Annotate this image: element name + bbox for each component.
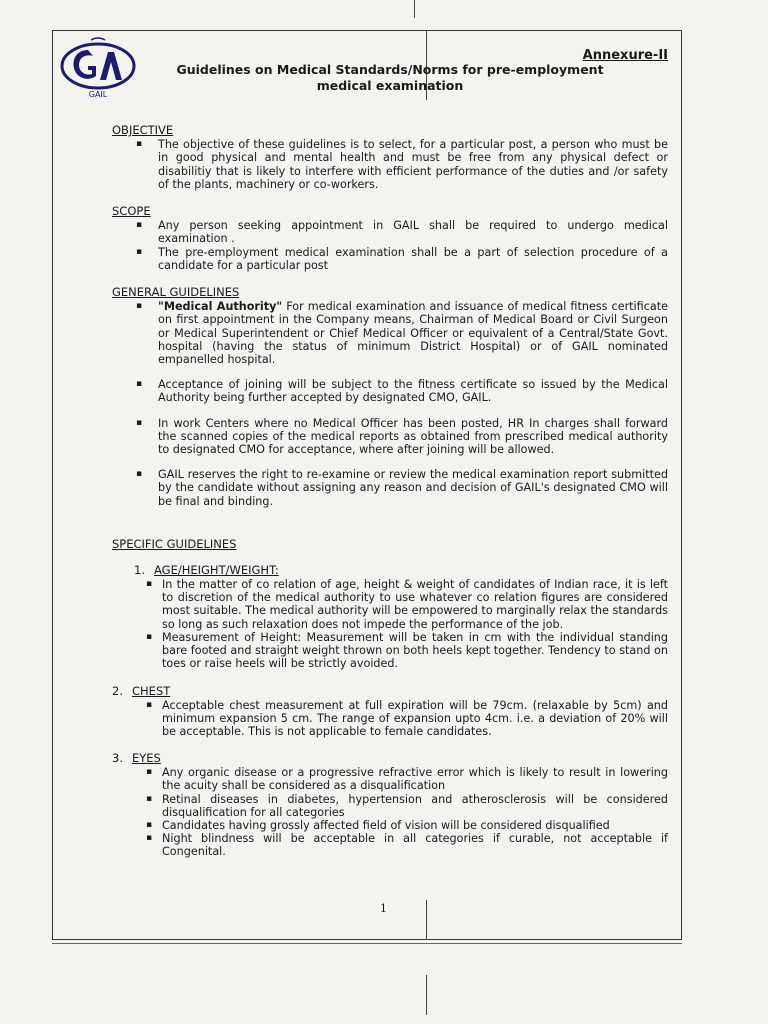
page-title: Guidelines on Medical Standards/Norms for pre-employment medical examination [176, 62, 604, 93]
list-item: ▪ Acceptable chest measurement at full expiration will be 79cm. (relaxable by 5cm) and minimum expansion 5 cm. The range of expansion upto 4cm. i.e. a deviation of 20% will be acceptable. This is not applicable to female candidates. [112, 699, 668, 739]
list-item: ▪ In work Centers where no Medical Officer has been posted, HR In charges shall forward the scanned copies of the medical reports as obtained from prescribed medical authority to designated CMO for acceptance, where after joining will be allowed. [112, 417, 668, 457]
document-body [112, 124, 668, 859]
eyes-list [112, 766, 668, 858]
scope-list [112, 219, 668, 272]
scan-artifact-line [414, 0, 415, 18]
list-item: ▪ Any person seeking appointment in GAIL shall be required to undergo medical examination . [112, 219, 668, 245]
list-item: ▪ The objective of these guidelines is to select, for a particular post, a person who must be in good physical and mental health and must be free from any physical defect or disabilitiy that is likely to interfere with efficient performance of the duties and /or safety of the plants, machinery or co-workers. [112, 138, 668, 191]
section-number: 3. [112, 751, 123, 766]
gail-logo-icon [58, 36, 138, 100]
general-guidelines-list [112, 300, 668, 508]
list-item: ▪ GAIL reserves the right to re-examine or review the medical examination report submitted by the candidate without assigning any reason and decision of GAIL's designated CMO will be final and binding. [112, 468, 668, 508]
annexure-label: Annexure-II [582, 48, 668, 63]
scope-heading: SCOPE [112, 204, 151, 219]
objective-list [112, 138, 668, 191]
section-title: AGE/HEIGHT/WEIGHT: [154, 563, 279, 578]
general-guidelines-heading: GENERAL GUIDELINES [112, 285, 240, 300]
objective-heading: OBJECTIVE [112, 123, 174, 137]
scan-artifact-line [426, 900, 427, 940]
list-item: ▪ Any organic disease or a progressive refractive error which is likely to result in lowering the acuity shall be considered as a disqualification [112, 766, 668, 792]
age-height-weight-list [112, 578, 668, 670]
section-heading [90, 752, 668, 766]
page-border-bottom [52, 943, 682, 944]
page-number: 1 [380, 902, 387, 915]
list-item: ▪ Retinal diseases in diabetes, hypertension and atherosclerosis will be considered disqualification for all categories [112, 793, 668, 819]
list-item: ▪ Night blindness will be acceptable in all categories if curable, not acceptable if Congenital. [112, 832, 668, 858]
medical-authority-term: "Medical Authority" [158, 300, 283, 314]
scan-artifact-line [426, 975, 427, 1015]
logo-text: GAIL [88, 90, 108, 99]
list-item: ▪ In the matter of co relation of age, height & weight of candidates of Indian race, it is left to discretion of the medical authority to use whatever co relation figures are considered most suitable. The medical authority will be empowered to marginally relax the standards so long as such relaxation does not impede the performance of the job. [112, 578, 668, 631]
list-item: ▪ The pre-employment medical examination shall be a part of selection procedure of a candidate for a particular post [112, 246, 668, 272]
section-heading [112, 564, 668, 578]
chest-list [112, 699, 668, 739]
list-item: ▪ Acceptance of joining will be subject to the fitness certificate so issued by the Medical Authority being further accepted by designated CMO, GAIL. [112, 378, 668, 404]
section-heading [90, 685, 668, 699]
medical-authority-definition: For medical examination and issuance of medical fitness certificate on first appointment in the Company means, Chairman of Medical Board or Civil Surgeon or Medical Superintendent or Chief Medical Officer or equivalent of a Central/State Govt. hospital (having the status of minimum District Hospital) or of GAIL nominated empanelled hospital. [158, 300, 668, 367]
section-number: 2. [112, 683, 123, 698]
list-item: ▪ Measurement of Height: Measurement will be taken in cm with the individual standing bare footed and straight weight thrown on both heels kept together. Tendency to stand on toes or raise heels will be strictly avoided. [112, 631, 668, 671]
section-number: 1. [134, 563, 145, 578]
section-title: EYES [132, 751, 161, 766]
specific-guidelines-heading: SPECIFIC GUIDELINES [112, 536, 237, 551]
list-item: ▪ Candidates having grossly affected field of vision will be considered disqualified [112, 819, 668, 832]
section-title: CHEST [132, 683, 171, 698]
list-item [112, 300, 668, 366]
